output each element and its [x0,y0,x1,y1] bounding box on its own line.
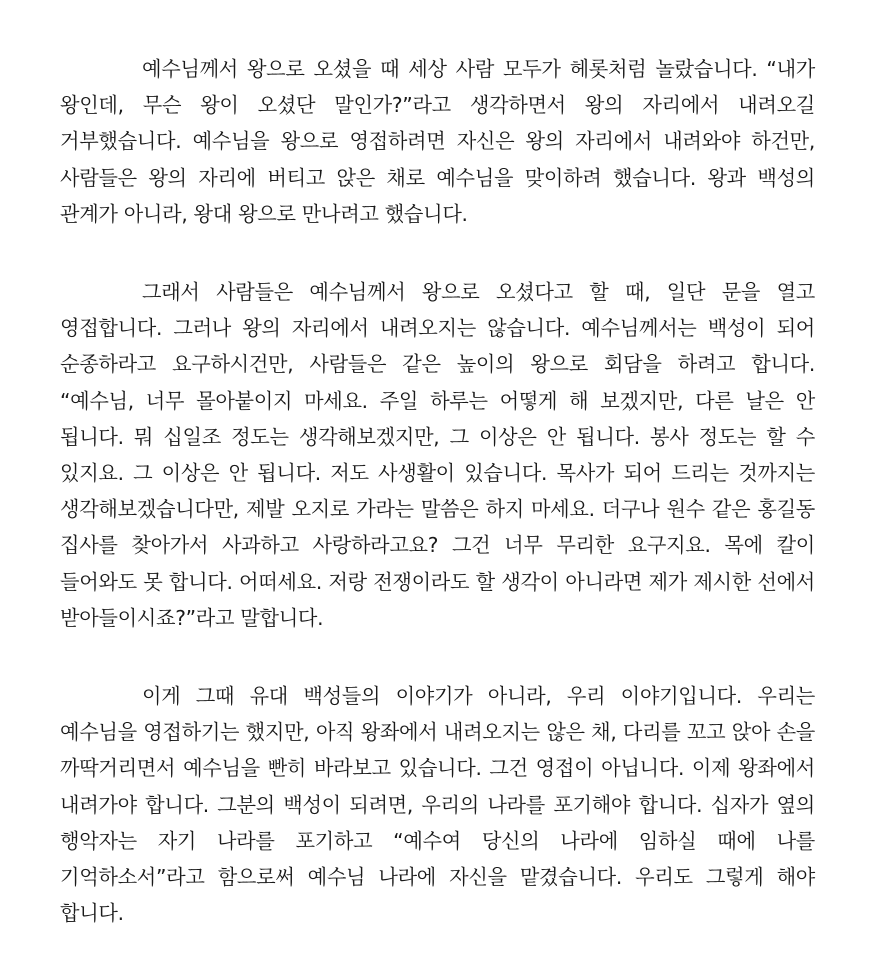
paragraph-2: 그래서 사람들은 예수님께서 왕으로 오셨다고 할 때, 일단 문을 열고 영접합니다. 그러나 왕의 자리에서 내려오지는 않습니다. 예수님께서는 백성이 되어 순종하라고 요구하시건만, 사람들은 같은 높이의 왕으로 회담을 하려고 합니다. “예수님, 너무 몰아붙이지 마세요. 주일 하루는 어떻게 해 보겠지만, 다른 날은 안 됩니다. 뭐 십일조 정도는 생각해보겠지만, 그 이상은 안 됩니다. 봉사 정도는 할 수 있지요. 그 이상은 안 됩니다. 저도 사생활이 있습니다. 목사가 되어 드리는 것까지는 생각해보겠습니다만, 제발 오지로 가라는 말씀은 하지 마세요. 더구나 원수 같은 홍길동 집사를 찾아가서 사과하고 사랑하라고요? 그건 너무 무리한 요구지요. 목에 칼이 들어와도 못 합니다. 어떠세요. 저랑 전쟁이라도 할 생각이 아니라면 제가 제시한 선에서 받아들이시죠?”라고 말합니다. [60,280,815,630]
paragraph-3: 이게 그때 유대 백성들의 이야기가 아니라, 우리 이야기입니다. 우리는 예수님을 영접하기는 했지만, 아직 왕좌에서 내려오지는 않은 채, 다리를 꼬고 앉아 손을 까딱거리면서 예수님을 빤히 바라보고 있습니다. 그건 영접이 아닙니다. 이제 왕좌에서 내려가야 합니다. 그분의 백성이 되려면, 우리의 나라를 포기해야 합니다. 십자가 옆의 행악자는 자기 나라를 포기하고 “예수여 당신의 나라에 임하실 때에 나를 기억하소서”라고 함으로써 예수님 나라에 자신을 맡겼습니다. 우리도 그렇게 해야 합니다. [60,684,815,926]
paragraph-1: 예수님께서 왕으로 오셨을 때 세상 사람 모두가 헤롯처럼 놀랐습니다. “내가 왕인데, 무슨 왕이 오셨단 말인가?”라고 생각하면서 왕의 자리에서 내려오길 거부했습니다. 예수님을 왕으로 영접하려면 자신은 왕의 자리에서 내려와야 하건만, 사람들은 왕의 자리에 버티고 앉은 채로 예수님을 맞이하려 했습니다. 왕과 백성의 관계가 아니라, 왕대 왕으로 만나려고 했습니다. [60,57,815,226]
